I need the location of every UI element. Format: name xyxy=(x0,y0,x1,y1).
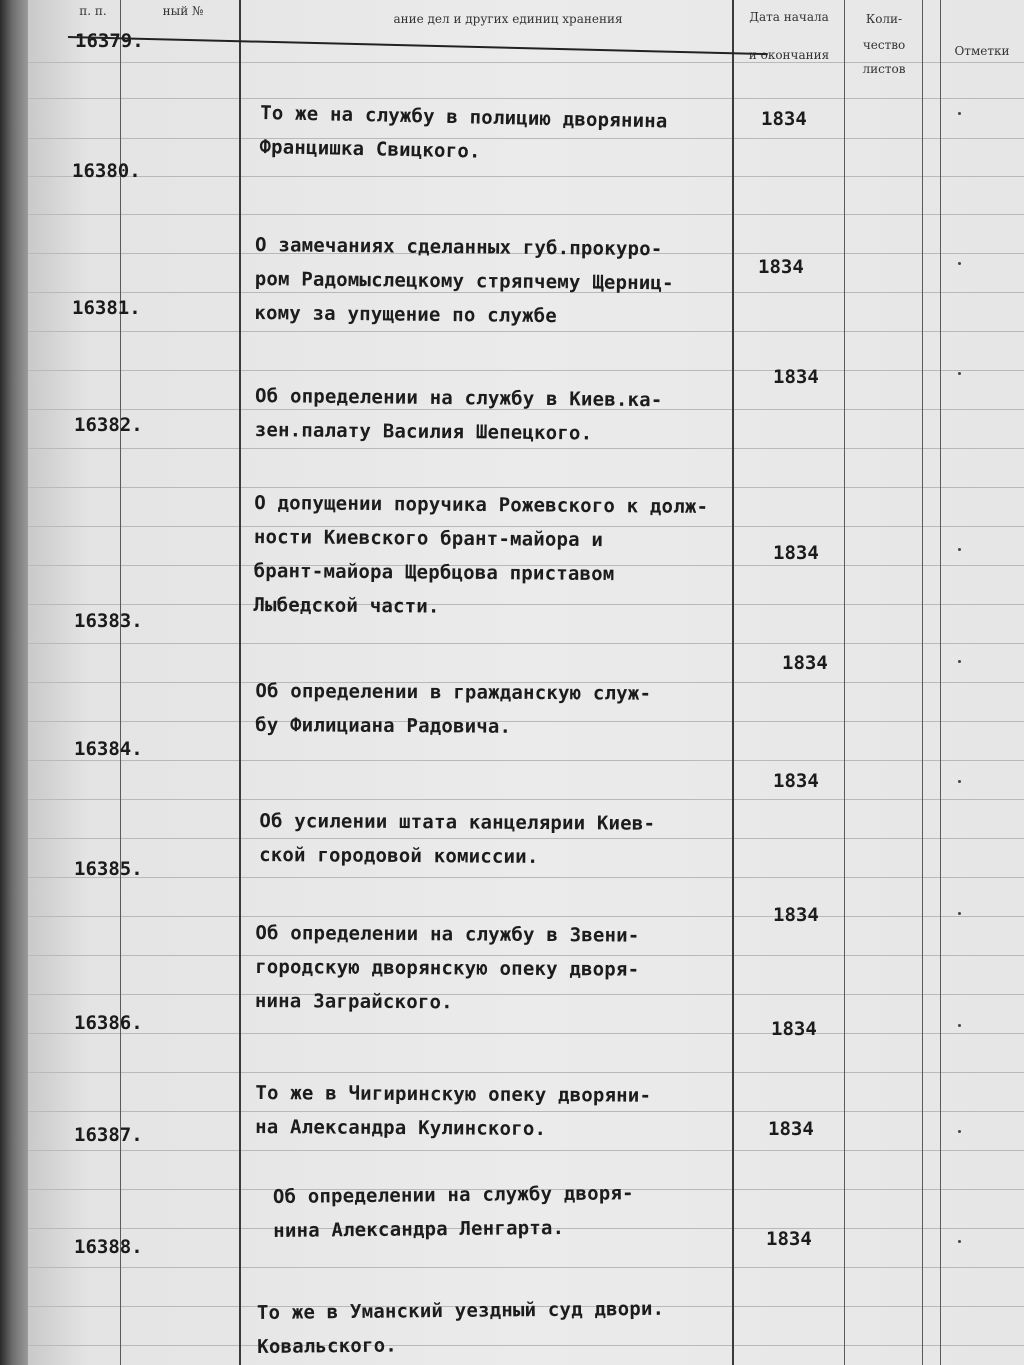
pencil-mark xyxy=(958,1130,961,1133)
pencil-mark xyxy=(958,372,961,375)
header-description: ание дел и других единиц хранения xyxy=(393,12,623,26)
entry-description: Об определении в гражданскую служ- бу Филициана Радовича. xyxy=(255,679,652,738)
entry-year: 1834 xyxy=(761,108,807,130)
entry-number: 16383. xyxy=(74,610,143,632)
entry-number: 16384. xyxy=(74,738,143,760)
entry-description: То же в Чигиринскую опеку дворяни- на Александра Кулинского. xyxy=(255,1081,652,1141)
header-dates-line2: и окончания xyxy=(748,48,830,62)
entry-description: Об определении на службу в Киев.ка- зен.палату Василия Шепецкого. xyxy=(254,384,663,445)
header-sheets-line2: чество xyxy=(862,38,906,52)
column-rule xyxy=(922,0,923,1365)
entry-number: 16386. xyxy=(74,1012,143,1034)
register-page xyxy=(28,0,1024,1365)
entry-year: 1834 xyxy=(758,256,804,278)
pencil-mark xyxy=(958,1240,961,1243)
entry-description: Об усилении штата канцелярии Киев- ской городовой комиссии. xyxy=(259,809,656,868)
entry-year: 1834 xyxy=(782,652,828,674)
column-rule xyxy=(239,0,241,1365)
header-notes: Отметки xyxy=(954,44,1010,58)
pencil-mark xyxy=(958,912,961,915)
entry-number: 16379. xyxy=(75,30,144,52)
entry-number: 16382. xyxy=(74,414,143,436)
entry-description: О допущении поручика Рожевского к долж- ности Киевского брант-майора и брант-майора Щербцова приставом Лыбедской части. xyxy=(253,491,709,618)
entry-number: 16387. xyxy=(74,1124,143,1146)
pencil-mark xyxy=(958,660,961,663)
pencil-mark xyxy=(958,112,961,115)
entry-description: О замечаниях сделанных губ.прокуро- ром Радомыслецкому стряпчему Щерниц- кому за упущение по службе xyxy=(254,233,674,328)
entry-description: Об определении на службу в Звени- городскую дворянскую опеку дворя- нина Заграйского. xyxy=(254,921,640,1014)
entry-description: То же в Уманский уездный суд двори. Ковальского. xyxy=(256,1297,665,1358)
header-dates-line1: Дата начала xyxy=(749,10,829,24)
book-binding-shadow xyxy=(0,0,28,1365)
entry-year: 1834 xyxy=(766,1228,812,1250)
pencil-mark xyxy=(958,780,961,783)
entry-year: 1834 xyxy=(773,542,819,564)
entry-year: 1834 xyxy=(773,770,819,792)
pencil-mark xyxy=(958,1024,961,1027)
header-number: п. п. xyxy=(79,4,107,18)
header-sheets-line1: Коли- xyxy=(865,12,903,26)
entry-year: 1834 xyxy=(768,1118,814,1140)
pencil-mark xyxy=(958,548,961,551)
entry-number: 16380. xyxy=(72,160,141,182)
entry-number: 16388. xyxy=(74,1236,143,1258)
entry-number: 16381. xyxy=(72,297,141,319)
header-case-number: ный № xyxy=(162,4,204,18)
entry-year: 1834 xyxy=(773,904,819,926)
column-rule xyxy=(940,0,941,1365)
column-rule xyxy=(120,0,121,1365)
entry-year: 1834 xyxy=(773,366,819,388)
entry-description: Об определении на службу дворя- нина Александра Ленгарта. xyxy=(272,1182,634,1242)
entry-number: 16385. xyxy=(74,858,143,880)
pencil-mark xyxy=(958,262,961,265)
column-rule xyxy=(844,0,845,1365)
header-sheets-line3: листов xyxy=(862,62,906,76)
column-rule xyxy=(732,0,734,1365)
entry-description: То же на службу в полицию дворянина Францишка Свицкого. xyxy=(259,101,668,163)
entry-year: 1834 xyxy=(771,1018,817,1040)
